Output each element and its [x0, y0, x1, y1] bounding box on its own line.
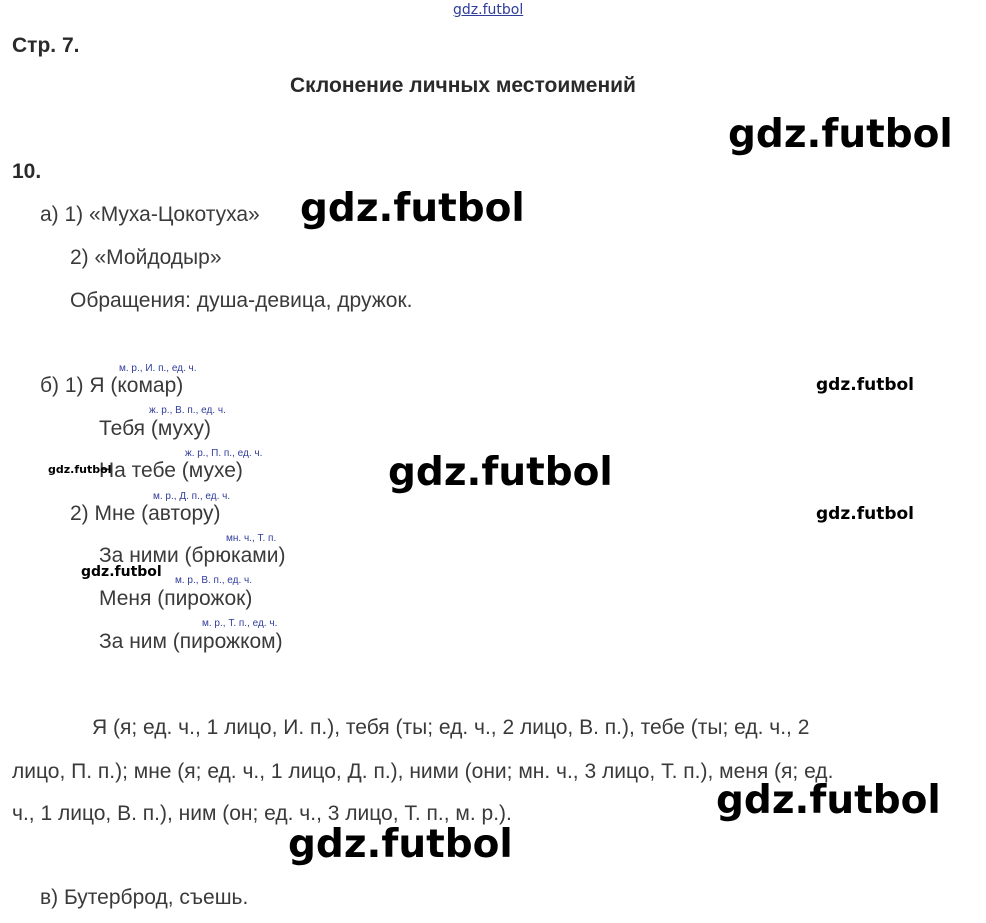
part-b-line: 2) Мне (автору) [70, 502, 221, 525]
watermark: gdz.futbol [300, 186, 525, 231]
watermark: gdz.futbol [816, 375, 914, 395]
gram-note: ж. р., В. п., ед. ч. [149, 405, 226, 416]
paragraph-line-2: лицо, П. п.); мне (я; ед. ч., 1 лицо, Д. п.), ними (они; мн. ч., 3 лицо, Т. п.), меня (я; ед. [12, 760, 834, 783]
part-b-line: За ними (брюками) [99, 544, 286, 567]
part-a-line-2: 2) «Мойдодыр» [70, 246, 222, 269]
watermark: gdz.futbol [728, 112, 953, 157]
task-number: 10. [12, 160, 42, 183]
gram-note: ж. р., П. п., ед. ч. [185, 448, 263, 459]
page-title: Склонение личных местоимений [290, 74, 636, 97]
page-label: Стр. 7. [12, 34, 80, 57]
part-c-line: в) Бутерброд, съешь. [40, 886, 249, 909]
gram-note: м. р., В. п., ед. ч. [175, 575, 253, 586]
gram-note: м. р., И. п., ед. ч. [119, 363, 197, 374]
watermark: gdz.futbol [816, 504, 914, 524]
watermark: gdz.futbol [388, 450, 613, 495]
paragraph-line-3: ч., 1 лицо, В. п.), ним (он; ед. ч., 3 лицо, Т. п., м. р.). [12, 802, 512, 825]
part-b-line: Тебя (муху) [99, 417, 212, 440]
gram-note: м. р., Т. п., ед. ч. [202, 618, 278, 629]
top-watermark: gdz.futbol [453, 2, 524, 18]
part-a-line-3: Обращения: душа-девица, дружок. [70, 289, 413, 312]
watermark: gdz.futbol [48, 463, 112, 476]
gram-note: мн. ч., Т. п. [226, 533, 277, 544]
watermark: gdz.futbol [81, 564, 162, 580]
gram-note: м. р., Д. п., ед. ч. [153, 491, 231, 502]
paragraph-line-1: Я (я; ед. ч., 1 лицо, И. п.), тебя (ты; ед. ч., 2 лицо, В. п.), тебе (ты; ед. ч., 2 [92, 716, 810, 739]
part-b-line: За ним (пирожком) [99, 630, 283, 653]
watermark: gdz.futbol [716, 778, 941, 823]
watermark: gdz.futbol [288, 822, 513, 867]
part-b-line: Меня (пирожок) [99, 587, 253, 610]
part-a-line-1: а) 1) «Муха-Цокотуха» [40, 203, 260, 226]
part-b-line: б) 1) Я (комар) [40, 374, 184, 397]
part-b-line: На тебе (мухе) [99, 459, 243, 482]
